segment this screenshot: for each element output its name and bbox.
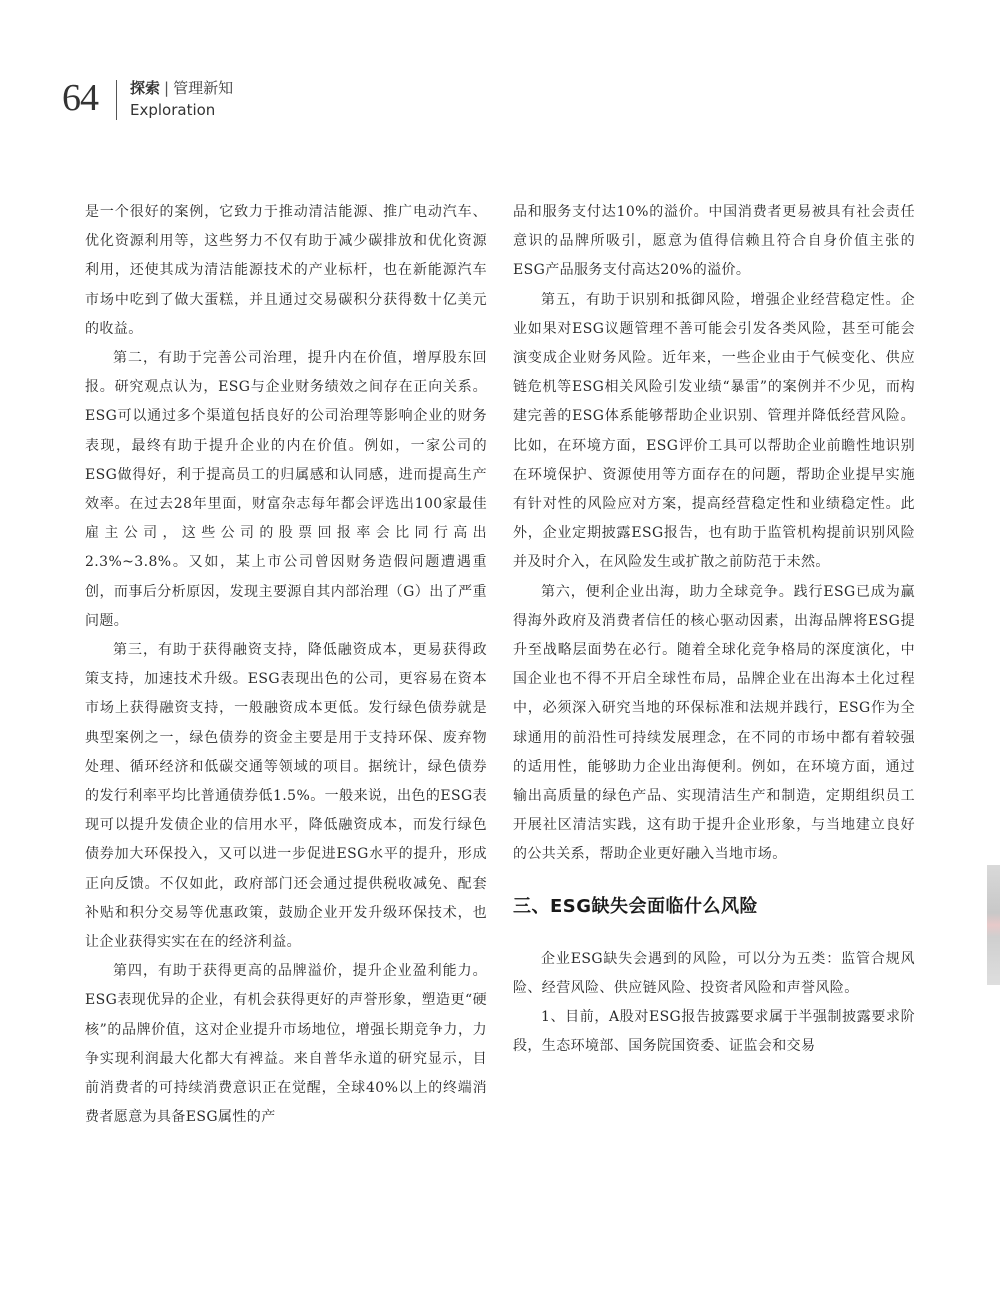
page-edge-tab [987,865,1000,985]
right-column [513,198,915,1061]
paragraph-continued: 是一个很好的案例，它致力于推动清洁能源、推广电动汽车、优化资源利用等，这些努力不仅有助于减少碳排放和优化资源利用，还使其成为清洁能源技术的产业标杆，也在新能源汽车市场中吃到了做大蛋糕，并且通过交易碳积分获得数十亿美元的收益。 [85,204,487,337]
page-number: 64 [62,77,98,119]
section-title-en: Exploration [130,101,216,119]
paragraph-point-four: 第四，有助于获得更高的品牌溢价，提升企业盈利能力。ESG表现优异的企业，有机会获得更好的声誉形象，塑造更“硬核”的品牌价值，这对企业提升市场地位，增强长期竞争力，力争实现利润最大化都大有裨益。来自普华永道的研究显示，目前消费者的可持续消费意识正在觉醒，全球40%以上的终端消费者愿意为具备ESG属性的产 [85,963,487,1126]
section-separator: | [164,79,170,97]
subsection-name: 管理新知 [173,79,234,97]
left-column [85,198,487,1133]
paragraph-point-two: 第二，有助于完善公司治理，提升内在价值，增厚股东回报。研究观点认为，ESG与企业财务绩效之间存在正向关系。ESG可以通过多个渠道包括良好的公司治理等影响企业的财务表现，最终有助于提升企业的内在价值。例如，一家公司的ESG做得好，利于提高员工的归属感和认同感，进而提高生产效率。在过去28年里面，财富杂志每年都会评选出100家最佳雇主公司，这些公司的股票回报率会比同行高出2.3%~3.8%。又如，某上市公司曾因财务造假问题遭遇重创，而事后分析原因，发现主要源自其内部治理（G）出了严重问题。 [85,350,487,629]
paragraph-point-three: 第三，有助于获得融资支持，降低融资成本，更易获得政策支持，加速技术升级。ESG表现出色的公司，更容易在资本市场上获得融资支持，一般融资成本更低。发行绿色债券就是典型案例之一，绿色债券的资金主要是用于支持环保、废弃物处理、循环经济和低碳交通等领域的项目。据统计，绿色债券的发行利率平均比普通债券低1.5%。一般来说，出色的ESG表现可以提升发债企业的信用水平，降低融资成本，而发行绿色债券加大环保投入，又可以进一步促进ESG水平的提升，形成正向反馈。不仅如此，政府部门还会通过提供税收减免、配套补贴和积分交易等优惠政策，鼓励企业开发升级环保技术，也让企业获得实实在在的经济利益。 [85,642,487,951]
paragraph-risk-one: 1、目前，A股对ESG报告披露要求属于半强制披露要求阶段，生态环境部、国务院国资委、证监会和交易 [513,1009,915,1055]
section-name: 探索 [130,79,161,97]
paragraph-point-five: 第五，有助于识别和抵御风险，增强企业经营稳定性。企业如果对ESG议题管理不善可能会引发各类风险，甚至可能会演变成企业财务风险。近年来，一些企业由于气候变化、供应链危机等ESG相关风险引发业绩“暴雷”的案例并不少见，而构建完善的ESG体系能够帮助企业识别、管理并降低经营风险。比如，在环境方面，ESG评价工具可以帮助企业前瞻性地识别在环境保护、资源使用等方面存在的问题，帮助企业提早实施有针对性的风险应对方案，提高经营稳定性和业绩稳定性。此外，企业定期披露ESG报告，也有助于监管机构提前识别风险并及时介入，在风险发生或扩散之前防范于未然。 [513,291,915,571]
paragraph-point-six: 第六，便利企业出海，助力全球竞争。践行ESG已成为赢得海外政府及消费者信任的核心驱动因素，出海品牌将ESG提升至战略层面势在必行。随着全球化竞争格局的深度演化，中国企业也不得不开启全球性布局，品牌企业在出海本土化过程中，必须深入研究当地的环保标准和法规并践行，ESG作为全球通用的前沿性可持续发展理念，在不同的市场中都有着较强的适用性，能够助力企业出海便利。例如，在环境方面，通过输出高质量的绿色产品、实现清洁生产和制造，定期组织员工开展社区清洁实践，这有助于提升企业形象，与当地建立良好的公共关系，帮助企业更好融入当地市场。 [513,583,915,863]
paragraph-risk-intro: 企业ESG缺失会遇到的风险，可以分为五类：监管合规风险、经营风险、供应链风险、投资者风险和声誉风险。 [513,950,915,996]
section-title-cn [130,78,233,98]
header-divider [116,80,117,120]
section-heading: 三、ESG缺失会面临什么风险 [513,895,759,917]
section-label [130,78,233,120]
paragraph-continued-right: 品和服务支付达10%的溢价。中国消费者更易被具有社会责任意识的品牌所吸引，愿意为值得信赖且符合自身价值主张的ESG产品服务支付高达20%的溢价。 [513,204,915,279]
